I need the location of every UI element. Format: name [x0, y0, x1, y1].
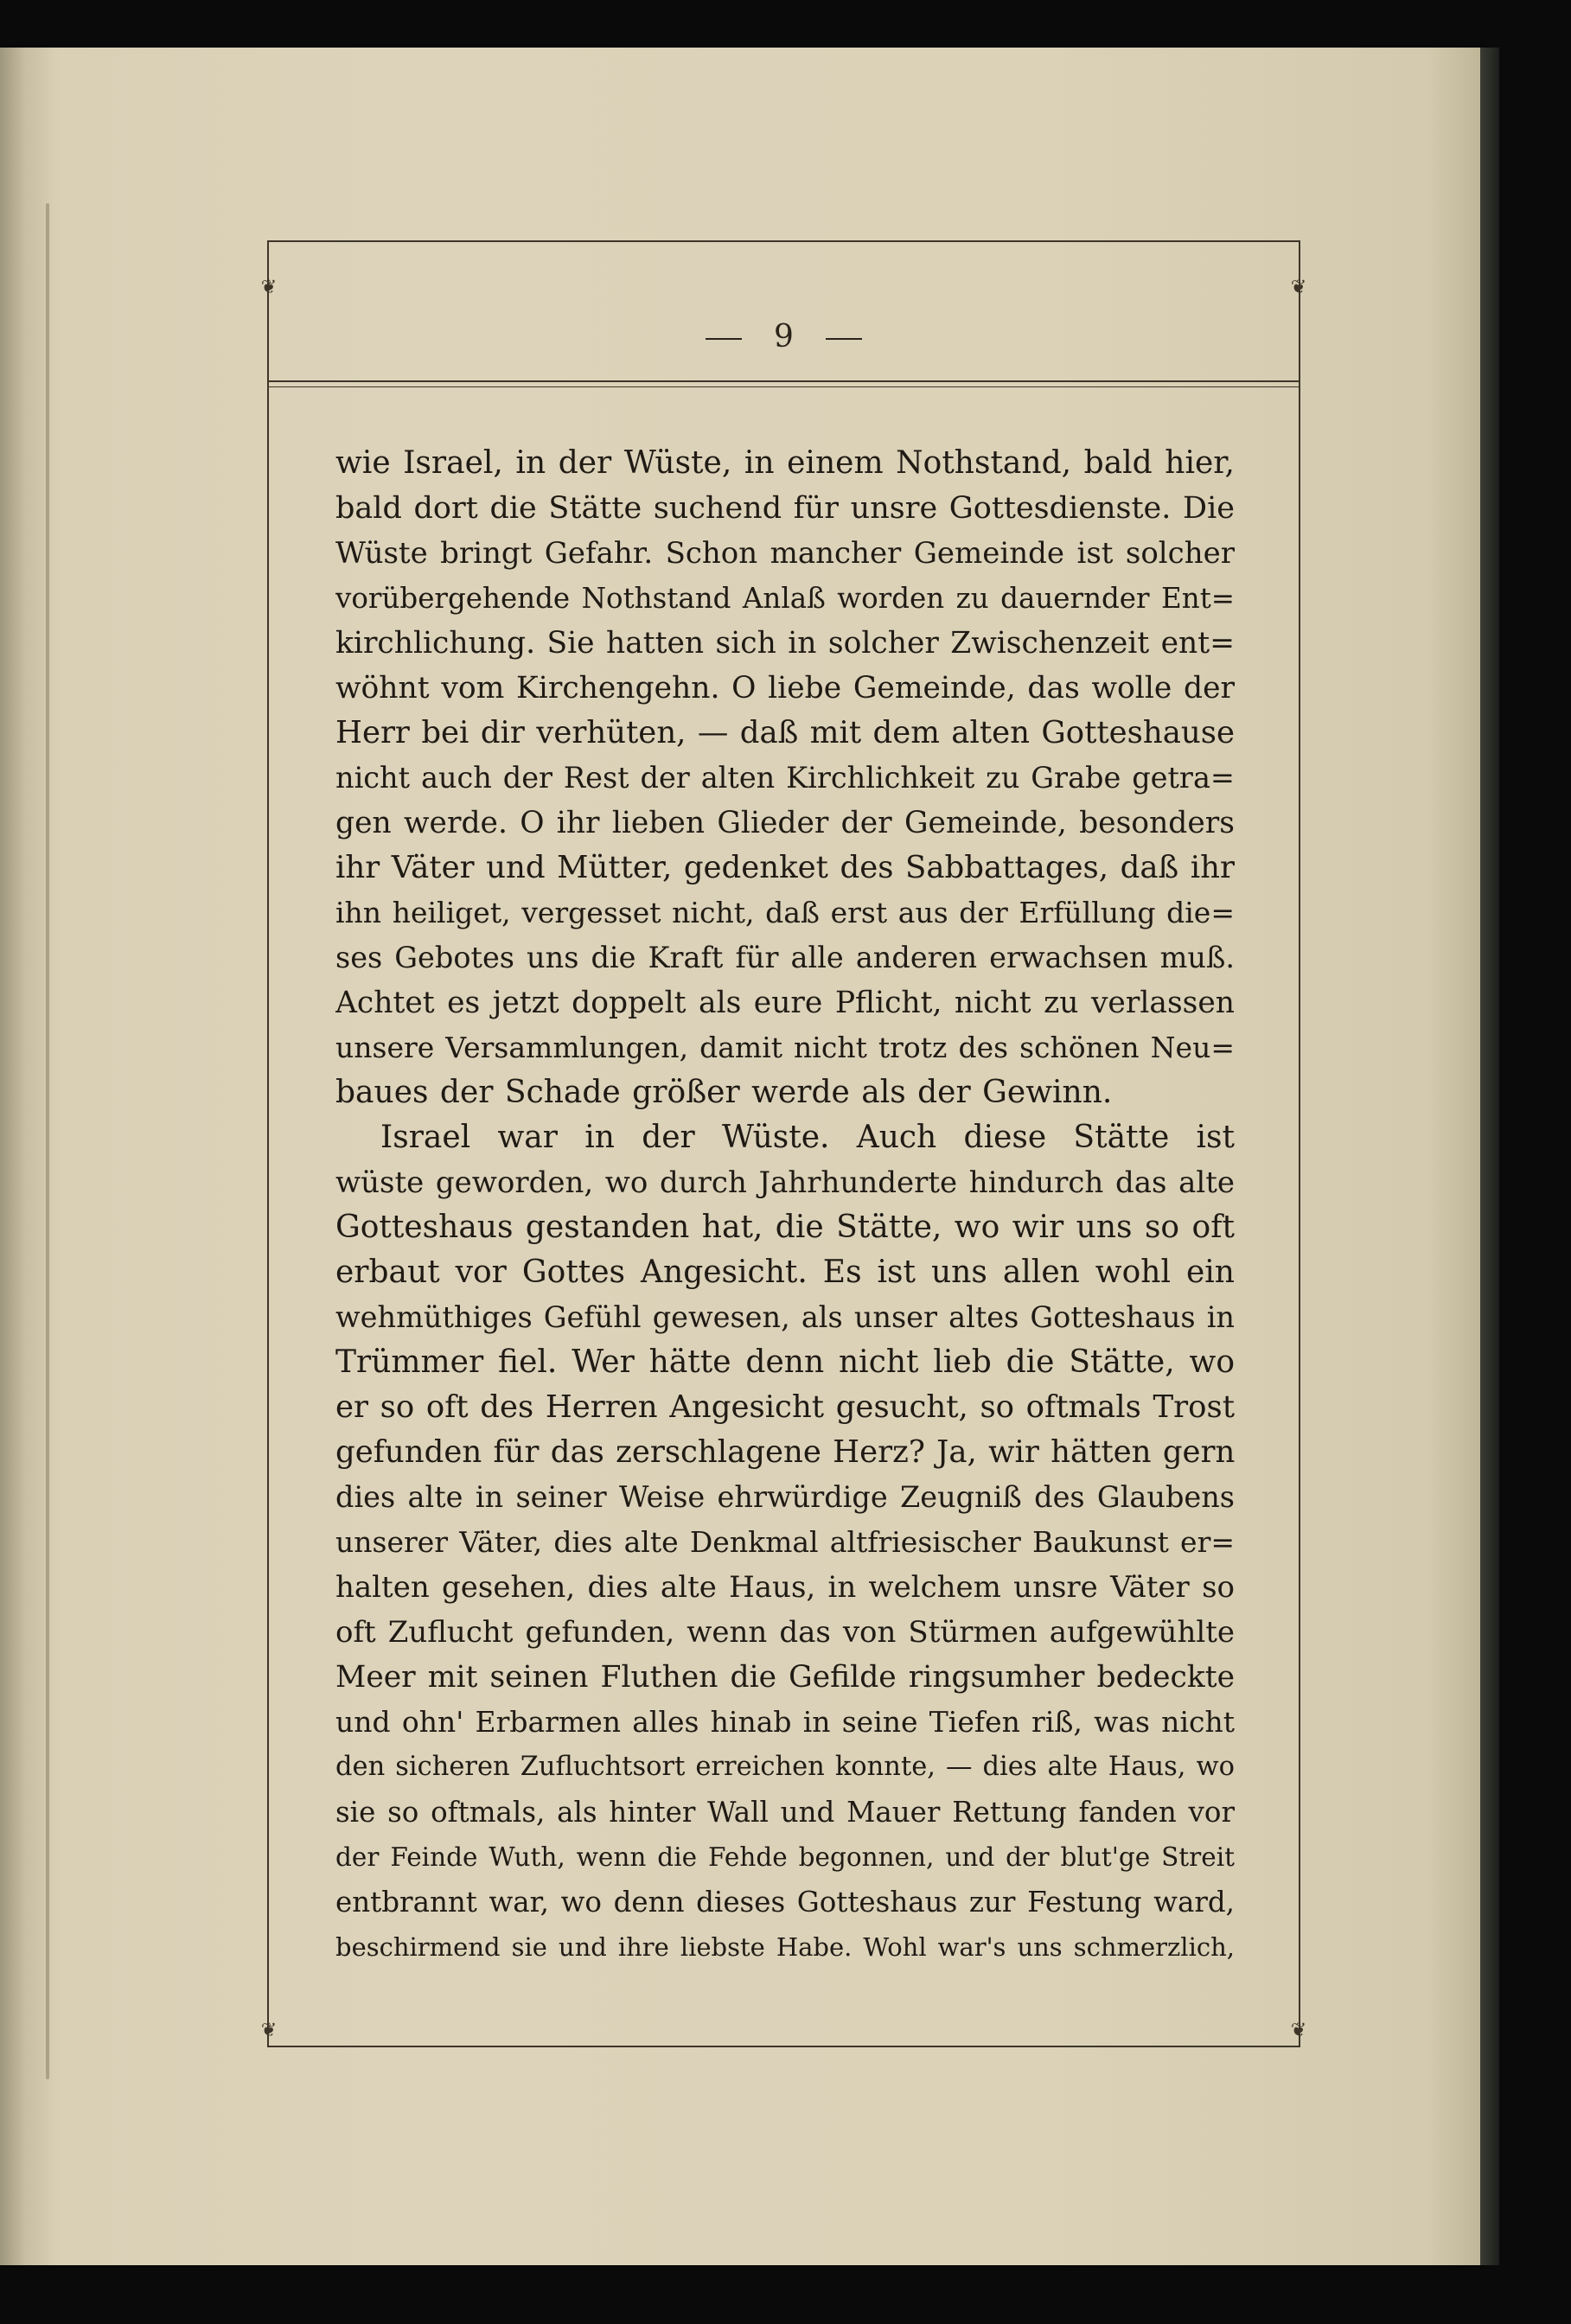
corner-ornament-icon: ❦ — [260, 277, 278, 298]
paragraph — [335, 441, 1235, 1115]
text-line: halten gesehen, dies alte Haus, in welchem unsre Väter so — [335, 1570, 1235, 1605]
header-dash — [706, 338, 742, 340]
text-line: oft Zuflucht gefunden, wenn das von Stürmen aufgewühlte — [335, 1615, 1235, 1650]
text-line: der Feinde Wuth, wenn die Fehde begonnen, und der blut'ge Streit — [335, 1842, 1235, 1872]
text-line: Meer mit seinen Fluthen die Gefilde ringsumher bedeckte — [335, 1660, 1235, 1695]
text-line: ihn heiliget, vergesset nicht, daß erst aus der Erfüllung die= — [335, 896, 1235, 929]
text-line: gefunden für das zerschlagene Herz? Ja, wir hätten gern — [335, 1434, 1235, 1470]
header-rule — [267, 386, 1300, 387]
text-line: beschirmend sie und ihre liebste Habe. Wohl war's uns schmerzlich, — [335, 1932, 1235, 1962]
header-rule — [267, 380, 1300, 382]
text-line: wüste geworden, wo durch Jahrhunderte hindurch das alte — [335, 1165, 1235, 1200]
corner-ornament-icon: ❦ — [1290, 2020, 1307, 2041]
text-line: bald dort die Stätte suchend für unsre Gottesdienste. Die — [335, 491, 1235, 526]
text-line: ses Gebotes uns die Kraft für alle anderen erwachsen muß. — [335, 941, 1235, 974]
text-line: gen werde. O ihr lieben Glieder der Gemeinde, besonders — [335, 806, 1235, 840]
text-line: nicht auch der Rest der alten Kirchlichkeit zu Grabe getra= — [335, 761, 1235, 795]
text-line: wöhnt vom Kirchengehn. O liebe Gemeinde, das wolle der — [335, 671, 1235, 706]
paragraph — [335, 1115, 1235, 1970]
header-dash — [826, 338, 862, 340]
text-line: den sicheren Zufluchtsort erreichen konnte, — dies alte Haus, wo — [335, 1752, 1235, 1782]
text-line: wehmüthiges Gefühl gewesen, als unser altes Gotteshaus in — [335, 1300, 1235, 1334]
book-cover-edge — [1480, 48, 1499, 2265]
text-line: erbaut vor Gottes Angesicht. Es ist uns allen wohl ein — [335, 1255, 1235, 1290]
text-line: Wüste bringt Gefahr. Schon mancher Gemeinde ist solcher — [335, 536, 1235, 571]
text-line: vorübergehende Nothstand Anlaß worden zu dauernder Ent= — [335, 582, 1235, 615]
text-line: Achtet es jetzt doppelt als eure Pflicht, nicht zu verlassen — [335, 986, 1235, 1020]
text-line: sie so oftmals, als hinter Wall und Mauer Rettung fanden vor — [335, 1796, 1235, 1829]
page-header — [267, 313, 1300, 361]
text-line: Israel war in der Wüste. Auch diese Stätte ist — [380, 1120, 1235, 1155]
text-line: ihr Väter und Mütter, gedenket des Sabbattages, daß ihr — [335, 850, 1235, 885]
page-number: 9 — [774, 319, 794, 354]
body-text — [335, 441, 1235, 1970]
text-line: wie Israel, in der Wüste, in einem Nothstand, bald hier, — [335, 445, 1235, 481]
corner-ornament-icon: ❦ — [260, 2020, 278, 2041]
text-line: und ohn' Erbarmen alles hinab in seine Tiefen riß, was nicht — [335, 1705, 1235, 1739]
text-line: dies alte in seiner Weise ehrwürdige Zeugniß des Glaubens — [335, 1480, 1235, 1514]
corner-ornament-icon: ❦ — [1290, 277, 1307, 298]
text-line: entbrannt war, wo denn dieses Gotteshaus zur Festung ward, — [335, 1886, 1235, 1919]
text-line: baues der Schade größer werde als der Gewinn. — [335, 1075, 1113, 1110]
text-line: Gotteshaus gestanden hat, die Stätte, wo wir uns so oft — [335, 1210, 1235, 1245]
text-line: er so oft des Herren Angesicht gesucht, so oftmals Trost — [335, 1389, 1235, 1425]
text-line: Herr bei dir verhüten, — daß mit dem alten Gotteshause — [335, 715, 1235, 750]
text-line: unserer Väter, dies alte Denkmal altfriesischer Baukunst er= — [335, 1525, 1235, 1559]
text-line: unsere Versammlungen, damit nicht trotz des schönen Neu= — [335, 1031, 1235, 1064]
text-line: kirchlichung. Sie hatten sich in solcher Zwischenzeit ent= — [335, 626, 1235, 661]
binding-thread — [46, 203, 49, 2079]
text-line: Trümmer fiel. Wer hätte denn nicht lieb die Stätte, wo — [335, 1344, 1235, 1380]
